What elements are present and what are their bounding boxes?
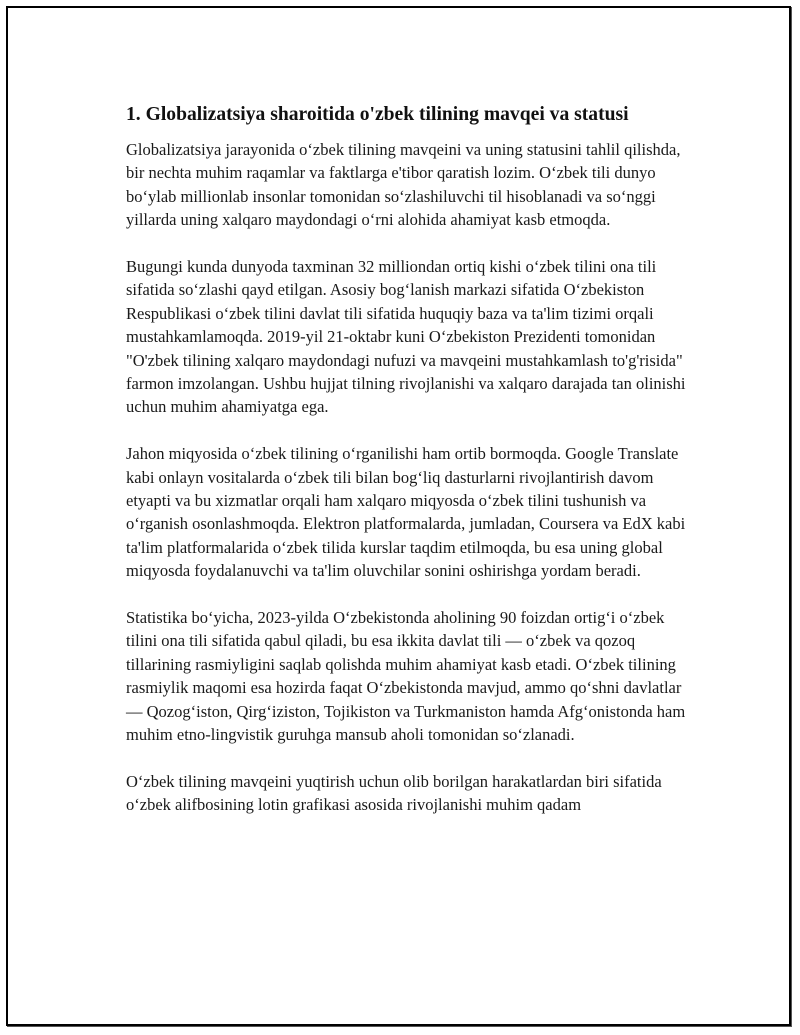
- document-page: [6, 6, 791, 1026]
- paragraph-global-learning: Jahon miqyosida oʻzbek tilining oʻrganilishi ham ortib bormoqda. Google Translate kabi onlayn vositalarda oʻzbek tili bilan bogʻliq dasturlarni rivojlantirish davom etyapti va bu xizmatlar orqali ham xalqaro miqyosda oʻzbek tilini tushunish va oʻrganish osonlashmoqda. Elektron platformalarda, jumladan, Coursera va EdX kabi ta'lim platformalarida oʻzbek tilida kurslar taqdim etilmoqda, bu esa uning global miqyosda foydalanuvchi va ta'lim oluvchilar sonini oshirishga yordam beradi.: [126, 444, 686, 581]
- document-body: [126, 101, 696, 840]
- paragraph-statistics: Statistika boʻyicha, 2023-yilda Oʻzbekistonda aholining 90 foizdan ortigʻi oʻzbek tilini ona tili sifatida qabul qiladi, bu esa ikkita davlat tili — oʻzbek va qozoq tillarining rasmiyligini saqlab qolishda muhim ahamiyat kasb etadi. Oʻzbek tilining rasmiylik maqomi esa hozirda faqat Oʻzbekistonda mavjud, ammo qoʻshni davlatlar — Qozogʻiston, Qirgʻiziston, Tojikiston va Turkmaniston hamda Afgʻonistonda ham muhim etno-lingvistik guruhga mansub aholi tomonidan soʻzlanadi.: [126, 608, 686, 745]
- section-heading: 1. Globalizatsiya sharoitida o'zbek tilining mavqei va statusi: [126, 104, 629, 125]
- paragraph-alphabet: Oʻzbek tilining mavqeini yuqtirish uchun olib borilgan harakatlardan biri sifatida oʻzbek alifbosining lotin grafikasi asosida rivojlanishi muhim qadam: [126, 771, 662, 815]
- paragraph-speakers: Bugungi kunda dunyoda taxminan 32 milliondan ortiq kishi oʻzbek tilini ona tili sifatida soʻzlashi qayd etilgan. Asosiy bogʻlanish markazi sifatida Oʻzbekiston Respublikasi oʻzbek tilini davlat tili sifatida huquqiy baza va ta'lim tizimi orqali mustahkamlamoqda. 2019-yil 21-oktabr kuni Oʻzbekiston Prezidenti tomonidan "O'zbek tilining xalqaro maydondagi nufuzi va mavqeini mustahkamlash to'g'risida" farmon imzolangan. Ushbu hujjat tilning rivojlanishi va xalqaro darajada tan olinishi uchun muhim ahamiyatga ega.: [126, 257, 686, 417]
- paragraph-intro: Globalizatsiya jarayonida oʻzbek tilining mavqeini va uning statusini tahlil qilishda, bir nechta muhim raqamlar va faktlarga e'tibor qaratish lozim. Oʻzbek tili dunyo boʻylab millionlab insonlar tomonidan soʻzlashiluvchi til hisoblanadi va soʻnggi yillarda uning xalqaro maydondagi oʻrni alohida ahamiyat kasb etmoqda.: [126, 140, 681, 230]
